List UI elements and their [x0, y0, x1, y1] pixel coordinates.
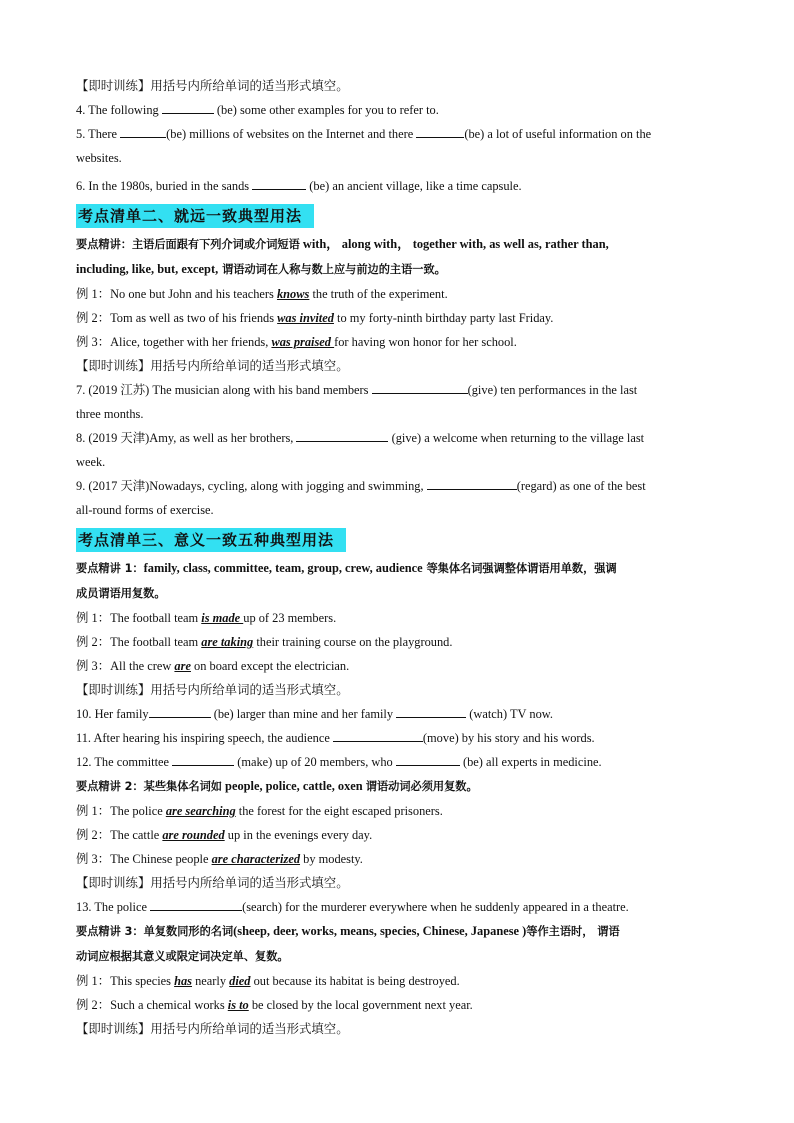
question-11: 11. After hearing his inspiring speech, the audience (move) by his story and his words. [76, 726, 718, 750]
answer-blank[interactable] [333, 728, 423, 742]
answer-blank[interactable] [396, 704, 466, 718]
example-3: 例 3：All the crew are on board except the electrician. [76, 659, 350, 673]
answer-blank[interactable] [427, 476, 517, 490]
question-6: 6. In the 1980s, buried in the sands (be) an ancient village, like a time capsule. [76, 174, 718, 198]
key-point-3-cont: 动词应根据其意义或限定词决定单、复数。 [76, 950, 289, 963]
example-2: 例 2：Such a chemical works is to be closed by the local government next year. [76, 998, 473, 1012]
example-1: 例 1：The football team is made up of 23 members. [76, 611, 337, 625]
example-2: 例 2：The cattle are rounded up in the evenings every day. [76, 828, 373, 842]
question-4: 4. The following (be) some other examples for you to refer to. [76, 98, 718, 122]
key-point-3: 要点精讲 3：单复数同形的名词(sheep, deer, works, means, species, Chinese, Japanese )等作主语时， 谓语 [76, 924, 620, 938]
training-instruction: 【即时训练】用括号内所给单词的适当形式填空。 [76, 79, 349, 93]
question-5: 5. There (be) millions of websites on the Internet and there (be) a lot of useful information on the [76, 122, 718, 146]
question-7: 7. (2019 江苏) The musician along with his band members (give) ten performances in the last [76, 378, 718, 402]
answer-blank[interactable] [396, 752, 460, 766]
training-instruction: 【即时训练】用括号内所给单词的适当形式填空。 [76, 876, 349, 890]
section-heading-2: 考点清单二、就远一致典型用法 [76, 198, 718, 232]
key-point: 要点精讲：主语后面跟有下列介词或介词短语 with， along with， together with, as well as, rather than, [76, 237, 609, 251]
question-8: 8. (2019 天津)Amy, as well as her brothers, (give) a welcome when returning to the village last [76, 426, 718, 450]
key-point-1-cont: 成员谓语用复数。 [76, 587, 166, 600]
question-5-cont: websites. [76, 151, 122, 165]
answer-blank[interactable] [296, 428, 388, 442]
question-7-cont: three months. [76, 407, 144, 421]
example-1: 例 1：The police are searching the forest for the eight escaped prisoners. [76, 804, 443, 818]
key-point-cont: including, like, but, except, 谓语动词在人称与数上应与前边的主语一致。 [76, 262, 446, 276]
answer-blank[interactable] [162, 100, 214, 114]
example-1: 例 1：No one but John and his teachers knows the truth of the experiment. [76, 287, 448, 301]
answer-blank[interactable] [172, 752, 234, 766]
training-instruction: 【即时训练】用括号内所给单词的适当形式填空。 [76, 1022, 349, 1036]
key-point-1: 要点精讲 1：family, class, committee, team, group, crew, audience 等集体名词强调整体谓语用单数，强调 [76, 561, 617, 575]
question-9: 9. (2017 天津)Nowadays, cycling, along with jogging and swimming, (regard) as one of the best [76, 474, 718, 498]
example-3: 例 3：The Chinese people are characterized by modesty. [76, 852, 363, 866]
answer-blank[interactable] [150, 897, 242, 911]
example-2: 例 2：The football team are taking their training course on the playground. [76, 635, 453, 649]
key-point-2: 要点精讲 2：某些集体名词如 people, police, cattle, oxen 谓语动词必须用复数。 [76, 779, 478, 793]
question-10: 10. Her family (be) larger than mine and her family (watch) TV now. [76, 702, 718, 726]
section-heading-3: 考点清单三、意义一致五种典型用法 [76, 522, 718, 556]
answer-blank[interactable] [252, 176, 306, 190]
question-9-cont: all-round forms of exercise. [76, 503, 214, 517]
question-12: 12. The committee (make) up of 20 members, who (be) all experts in medicine. [76, 750, 718, 774]
example-3: 例 3：Alice, together with her friends, was praised for having won honor for her school. [76, 335, 517, 349]
training-instruction: 【即时训练】用括号内所给单词的适当形式填空。 [76, 683, 349, 697]
question-8-cont: week. [76, 455, 106, 469]
question-13: 13. The police (search) for the murderer everywhere when he suddenly appeared in a theatre. [76, 895, 718, 919]
example-2: 例 2：Tom as well as two of his friends was invited to my forty-ninth birthday party last Friday. [76, 311, 554, 325]
answer-blank[interactable] [120, 124, 166, 138]
example-1: 例 1：This species has nearly died out because its habitat is being destroyed. [76, 974, 460, 988]
worksheet-page [76, 74, 718, 1041]
answer-blank[interactable] [416, 124, 464, 138]
answer-blank[interactable] [372, 380, 468, 394]
training-instruction: 【即时训练】用括号内所给单词的适当形式填空。 [76, 359, 349, 373]
answer-blank[interactable] [149, 704, 211, 718]
